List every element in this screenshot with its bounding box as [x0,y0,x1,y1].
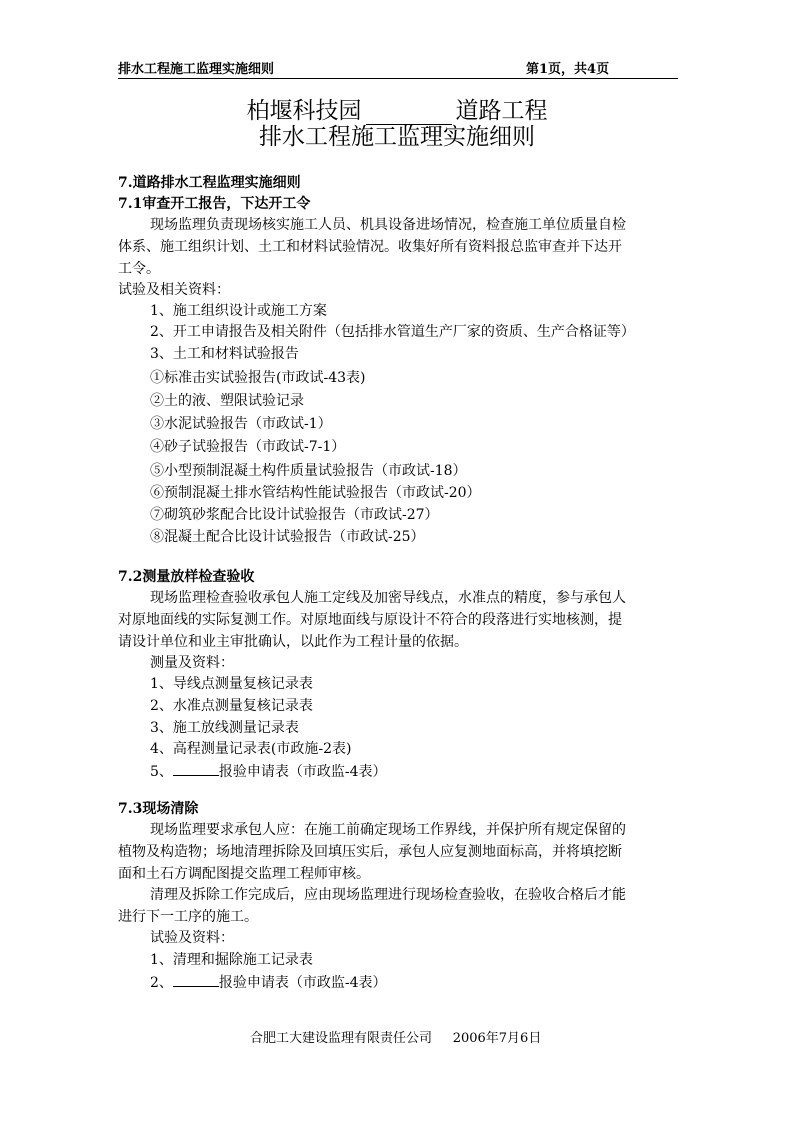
list-item-text: 报验申请表（市政监-4表） [218,764,387,780]
list-item-number: 2、 [150,975,173,991]
list-item: 1、导线点测量复核记录表 [150,676,313,692]
title-road-work: 道路工程 [455,98,548,124]
paragraph-line: 面和土石方调配图提交监理工程师审核。 [118,866,370,882]
footer-date: 2006年7月6日 [452,1031,542,1046]
paragraph-line: 体系、施工组织计划、土工和材料试验情况。收集好所有资料报总监审查并下达开 [118,239,622,255]
paragraph-line: 植物及构造物；场地清理拆除及回填压实后，承包人应复测地面标高，并将填挖断 [118,844,622,860]
list-item: ⑥预制混凝土排水管结构性能试验报告（市政试-20） [150,485,481,501]
page-footer [250,1027,541,1046]
list-item: ③水泥试验报告（市政试-1） [150,416,332,432]
list-item-number: 5、 [150,764,173,780]
title-project: 柏堰科技园 [246,98,362,124]
data-label: 试验及资料： [150,930,234,946]
paragraph-line: 请设计单位和业主审批确认，以此作为工程计量的依据。 [118,634,468,650]
list-item [150,972,387,993]
list-item: ②土的液、塑限试验记录 [150,393,304,409]
title-line-2: 排水工程施工监理实施细则 [259,124,535,150]
paragraph-line: 现场监理负责现场核实施工人员、机具设备进场情况，检查施工单位质量自检 [150,217,626,233]
section-7-3-heading: 7.3现场清除 [118,801,199,817]
fill-in-blank [173,972,219,987]
list-item: ⑦砌筑砂浆配合比设计试验报告（市政试-27） [150,507,439,523]
footer-company: 合肥工大建设监理有限责任公司 [250,1031,433,1046]
list-item: 4、高程测量记录表(市政施-2表) [150,741,352,757]
paragraph-line: 对原地面线的实际复测工作。对原地面线与原设计不符合的段落进行实地核测，提 [118,612,622,628]
header-doc-title: 排水工程施工监理实施细则 [118,62,275,77]
list-item: 1、清理和掘除施工记录表 [150,952,313,968]
list-item: 2、开工申请报告及相关附件（包括排水管道生产厂家的资质、生产合格证等） [150,324,635,340]
list-item-text: 报验申请表（市政监-4表） [218,975,387,991]
list-item: 2、水准点测量复核记录表 [150,698,313,714]
data-label: 试验及相关资料： [118,282,230,298]
fill-in-blank [173,761,219,776]
list-item: 3、土工和材料试验报告 [150,346,299,362]
list-item: ④砂子试验报告（市政试-7-1） [150,439,346,455]
list-item: 3、施工放线测量记录表 [150,720,299,736]
section-7-2-heading: 7.2测量放样检查验收 [118,569,255,585]
list-item: ⑤小型预制混凝土构件质量试验报告（市政试-18） [150,463,467,479]
data-label: 测量及资料： [150,655,234,671]
section-7-1-heading: 7.1审查开工报告，下达开工令 [118,196,311,212]
paragraph-line: 现场监理检查验收承包人施工定线及加密导线点，水准点的精度，参与承包人 [150,590,626,606]
paragraph-line: 清理及拆除工作完成后，应由现场监理进行现场检查验收，在验收合格后才能 [150,887,626,903]
header-page-number: 第1页，共4页 [526,62,610,77]
list-item: ①标准击实试验报告(市政试-43表) [150,370,366,386]
section-7-heading: 7.道路排水工程监理实施细则 [118,175,301,191]
list-item: 1、施工组织设计或施工方案 [150,303,327,319]
paragraph-line: 工令。 [118,261,160,277]
paragraph-line: 现场监理要求承包人应：在施工前确定现场工作界线，并保护所有规定保留的 [150,822,626,838]
paragraph-line: 进行下一工序的施工。 [118,909,258,925]
list-item: ⑧混凝土配合比设计试验报告（市政试-25） [150,529,425,545]
page-header [118,56,678,79]
list-item [150,761,387,782]
